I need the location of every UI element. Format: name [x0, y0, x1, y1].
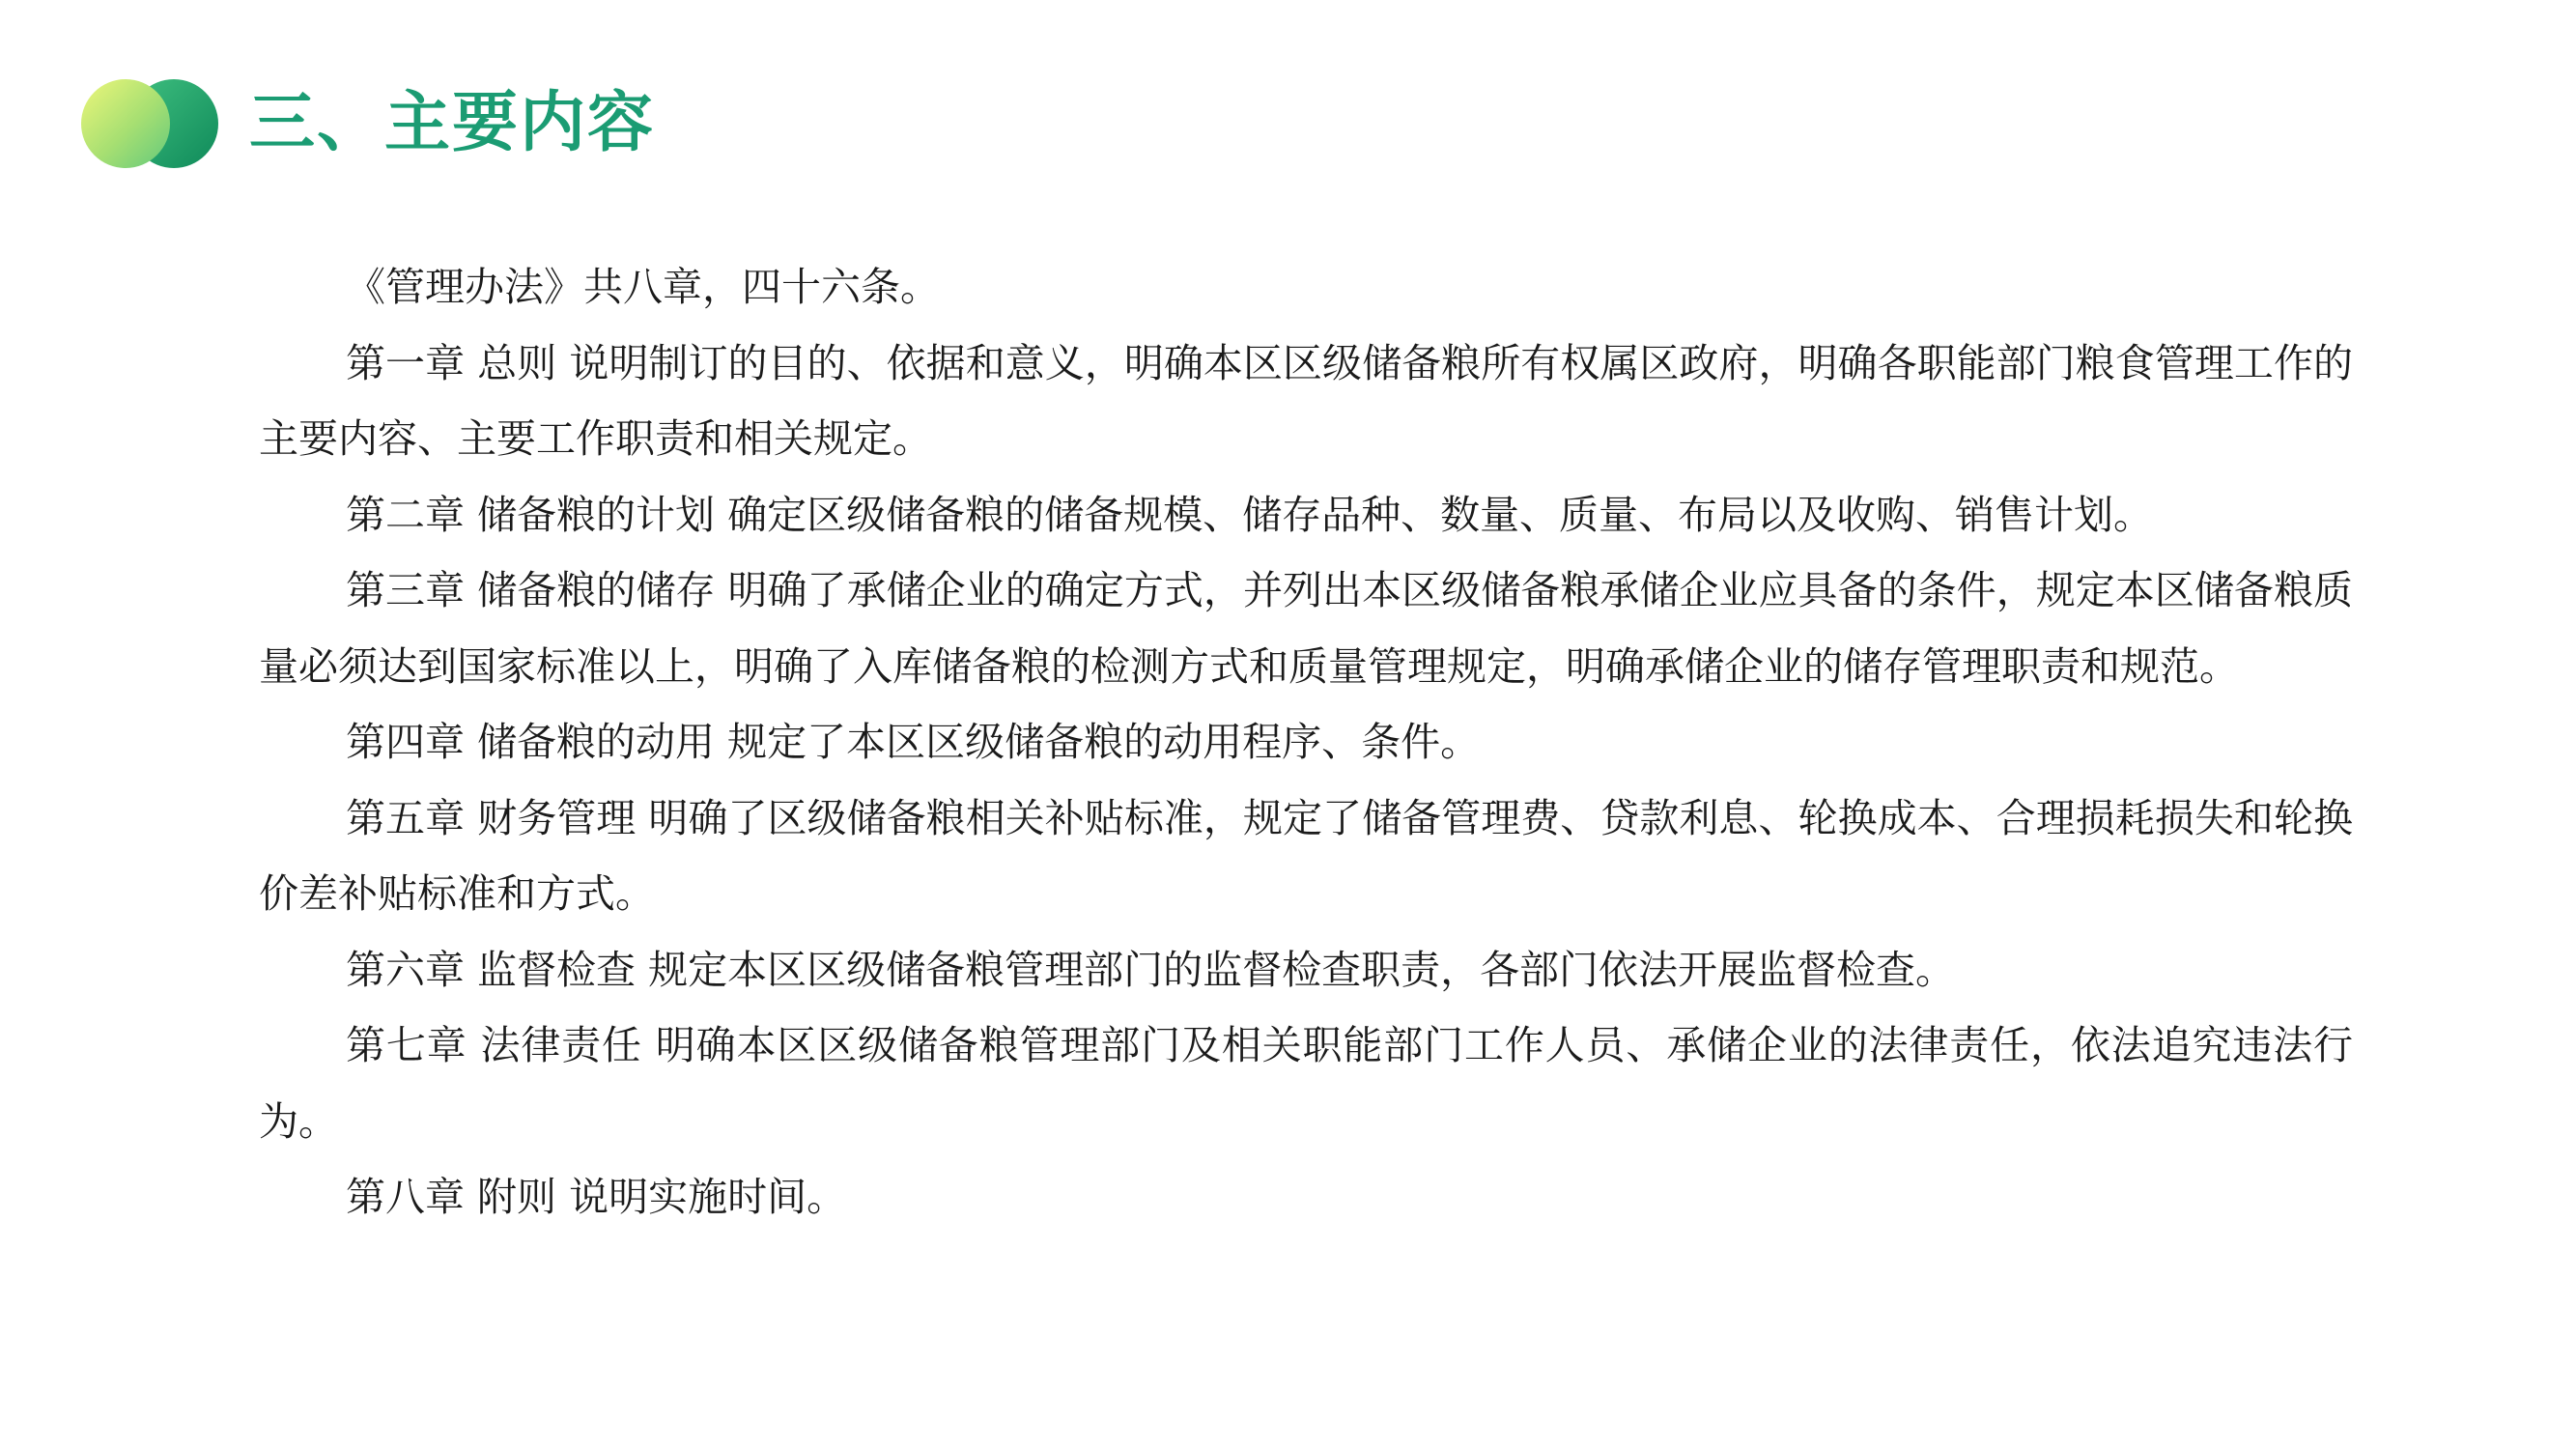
paragraph-chapter-2: 第二章 储备粮的计划 确定区级储备粮的储备规模、储存品种、数量、质量、布局以及收购、销售计划。: [346, 491, 2154, 538]
paragraph-chapter-3: 第三章 储备粮的储存 明确了承储企业的确定方式，并列出本区级储备粮承储企业应具备的条件，规定本区储备粮质量必须达到国家标准以上，明确了入库储备粮的检测方式和质量管理规定，明确承储企业的储存管理职责和规范。: [259, 567, 2353, 690]
paragraph-chapter-1: 第一章 总则 说明制订的目的、依据和意义，明确本区区级储备粮所有权属区政府，明确各职能部门粮食管理工作的主要内容、主要工作职责和相关规定。: [259, 339, 2353, 462]
page-title: 三、主要内容: [249, 85, 656, 161]
paragraph-chapter-5: 第五章 财务管理 明确了区级储备粮相关补贴标准，规定了储备管理费、贷款利息、轮换成本、合理损耗损失和轮换价差补贴标准和方式。: [259, 794, 2353, 917]
paragraph-chapter-7: 第七章 法律责任 明确本区区级储备粮管理部门及相关职能部门工作人员、承储企业的法律责任，依法追究违法行为。: [259, 1022, 2353, 1145]
paragraph-chapter-4: 第四章 储备粮的动用 规定了本区区级储备粮的动用程序、条件。: [346, 719, 1481, 765]
section-logo-icon: [81, 79, 218, 168]
logo-circle-light-icon: [81, 79, 170, 168]
body-text: [259, 249, 2353, 1236]
paragraph-chapter-8: 第八章 附则 说明实施时间。: [346, 1174, 847, 1220]
paragraph-chapter-6: 第六章 监督检查 规定本区区级储备粮管理部门的监督检查职责，各部门依法开展监督检查。: [346, 946, 1956, 993]
paragraph-overview: 《管理办法》共八章，四十六条。: [346, 264, 940, 310]
